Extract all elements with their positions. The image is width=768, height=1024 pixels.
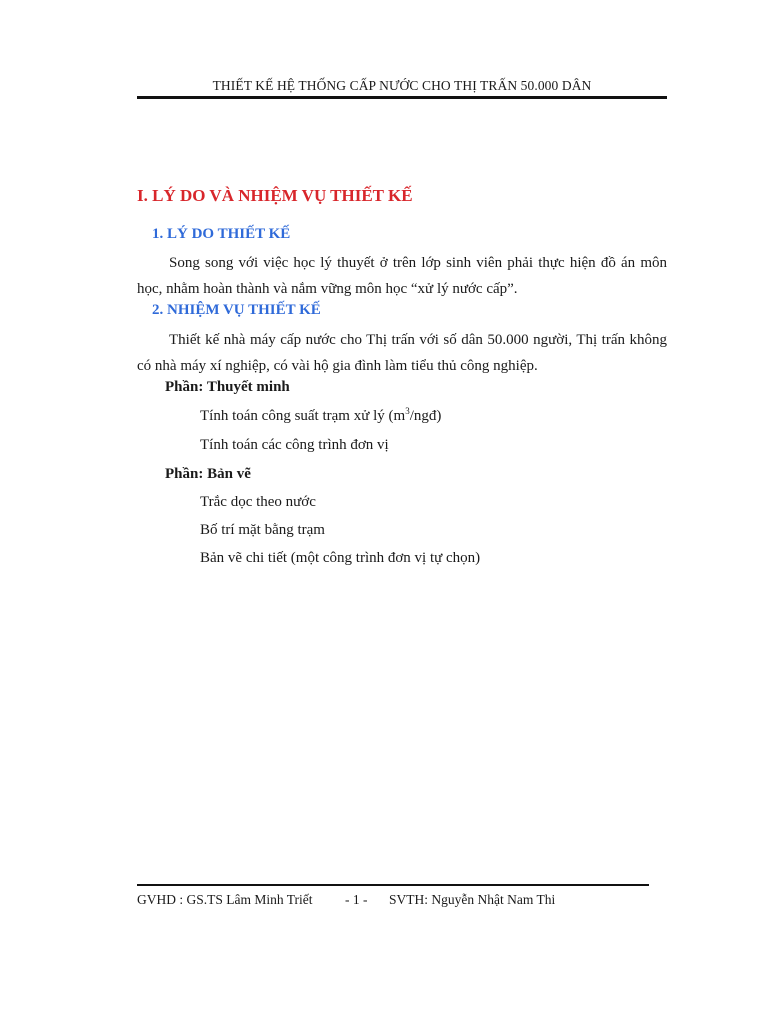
reason-paragraph-text: Song song với việc học lý thuyết ở trên lớp sinh viên phải thực hiện đồ án môn học, nhằm hoàn thành và nắm vững môn học “xử lý nước cấp”. (137, 255, 667, 297)
task-paragraph (137, 327, 667, 379)
subsection-heading-reason: 1. LÝ DO THIẾT KẾ (152, 226, 291, 242)
footer-student: SVTH: Nguyễn Nhật Nam Thi (389, 892, 556, 907)
item-text: Tính toán công suất trạm xử lý (m (200, 408, 406, 424)
reason-paragraph (137, 250, 667, 302)
list-item (200, 408, 441, 425)
task-paragraph-text: Thiết kế nhà máy cấp nước cho Thị trấn với số dân 50.000 người, Thị trấn không có nhà máy xí nghiệp, có vài hộ gia đình làm tiểu thủ công nghiệp. (137, 332, 667, 374)
item-text-suffix: /ngđ) (409, 408, 442, 424)
footer-rule (137, 884, 649, 886)
part-label-explanation: Phần: Thuyết minh (165, 379, 290, 395)
section-title: I. LÝ DO VÀ NHIỆM VỤ THIẾT KẾ (137, 186, 413, 205)
header-rule (137, 96, 667, 99)
list-item: Bản vẽ chi tiết (một công trình đơn vị tự chọn) (200, 550, 481, 566)
superscript: 3 (405, 406, 410, 416)
page-header-title: THIẾT KẾ HỆ THỐNG CẤP NƯỚC CHO THỊ TRẤN 50.000 DÂN (212, 78, 592, 93)
subsection-heading-task: 2. NHIỆM VỤ THIẾT KẾ (152, 302, 321, 318)
list-item: Tính toán các công trình đơn vị (200, 437, 389, 453)
footer-advisor: GVHD : GS.TS Lâm Minh Triết (137, 892, 313, 907)
list-item: Trắc dọc theo nước (200, 494, 316, 510)
footer-page-number: - 1 - (345, 892, 368, 907)
part-label-drawings: Phần: Bản vẽ (165, 466, 251, 482)
list-item: Bố trí mặt bằng trạm (200, 522, 325, 538)
